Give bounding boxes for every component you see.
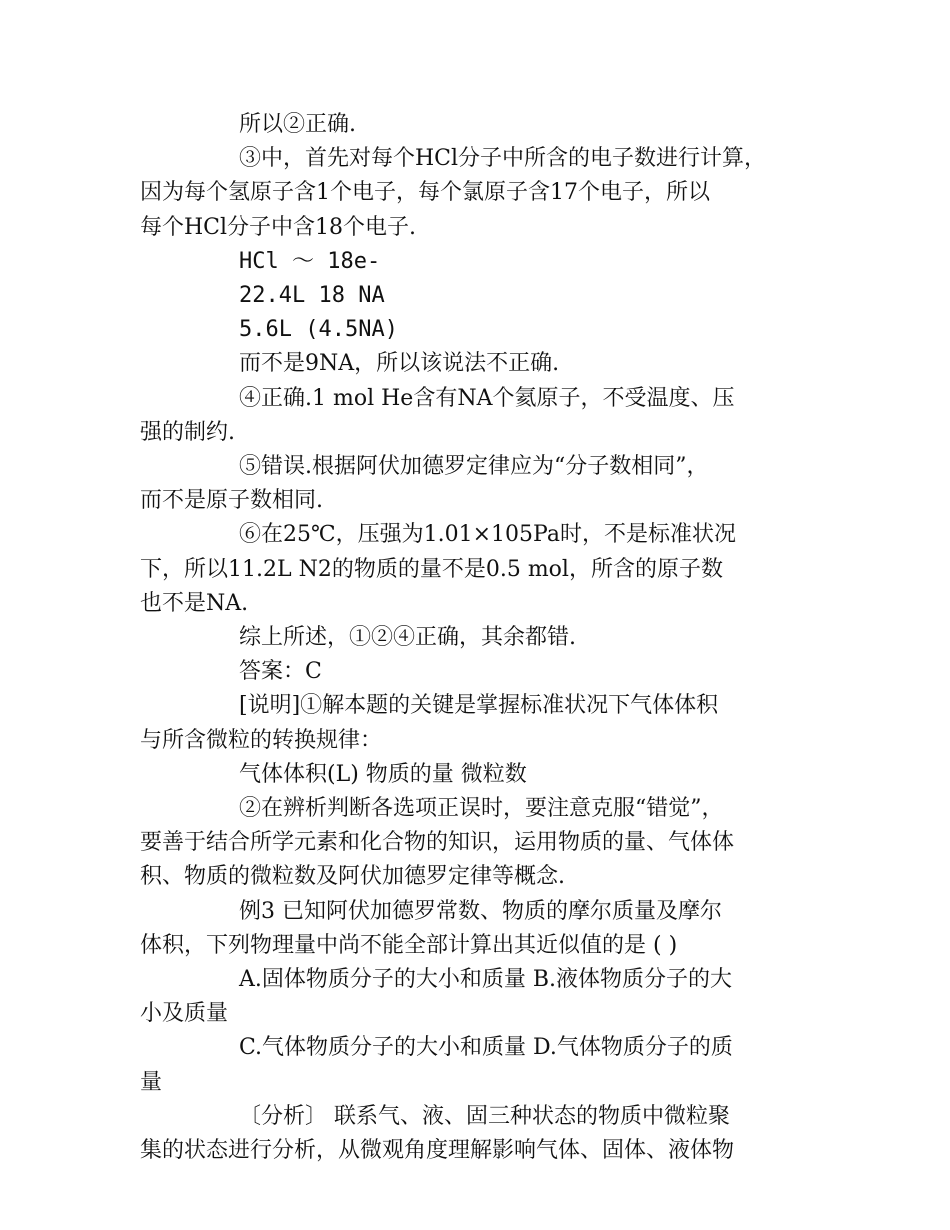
paragraph-analysis-5: ⑤错误.根据阿伏加德罗定律应为“分子数相同”， 而不是原子数相同. [140,454,709,514]
formula-line-hcl: HCl ～ 18e- [239,248,381,274]
paragraph-analysis-4: ④正确.1 mol He含有NA个氦原子，不受温度、压 强的制约. [140,385,735,445]
paragraph-summary: 综上所述，①②④正确，其余都错. [239,625,576,651]
document-body [140,108,840,1168]
paragraph-analysis-heading: 〔分析〕 联系气、液、固三种状态的物质中微粒聚 集的状态进行分析，从微观角度理解影响气体、固体、液体物 [140,1103,735,1164]
paragraph-example-3: 例3 已知阿伏加德罗常数、物质的摩尔质量及摩尔 体积，下列物理量中尚不能全部计算出其近似值的是 ( ) [140,898,722,958]
formula-line-result: 5.6L (4.5NA) [239,317,398,343]
paragraph-answer: 答案：C [239,659,322,685]
paragraph-conversion: 气体体积(L) 物质的量 微粒数 [239,761,527,787]
paragraph-analysis-3: ③中，首先对每个HCl分子中所含的电子数进行计算， 因为每个氢原子含1个电子，每个氯原子含17个电子，所以 每个HCl分子中含18个电子. [140,146,767,240]
paragraph-not-9na: 而不是9NA，所以该说法不正确. [239,351,560,377]
paragraph-note-1: [说明]①解本题的关键是掌握标准状况下气体体积 与所含微粒的转换规律： [140,693,719,753]
paragraph-options-cd: C.气体物质分子的大小和质量 D.气体物质分子的质 量 [140,1035,733,1095]
paragraph-conclusion-2: 所以②正确. [239,112,356,137]
paragraph-options-ab: A.固体物质分子的大小和质量 B.液体物质分子的大 小及质量 [140,967,733,1027]
paragraph-note-2: ②在辨析判断各选项正误时，要注意克服“错觉”， 要善于结合所学元素和化合物的知识，运用物质的量、气体体 积、物质的微粒数及阿伏加德罗定律等概念. [140,796,735,890]
paragraph-analysis-6: ⑥在25℃，压强为1.01×105Pa时，不是标准状况 下，所以11.2L N2的物质的量不是0.5 mol，所含的原子数 也不是NA. [140,522,736,616]
formula-line-volume: 22.4L 18 NA [239,283,385,309]
